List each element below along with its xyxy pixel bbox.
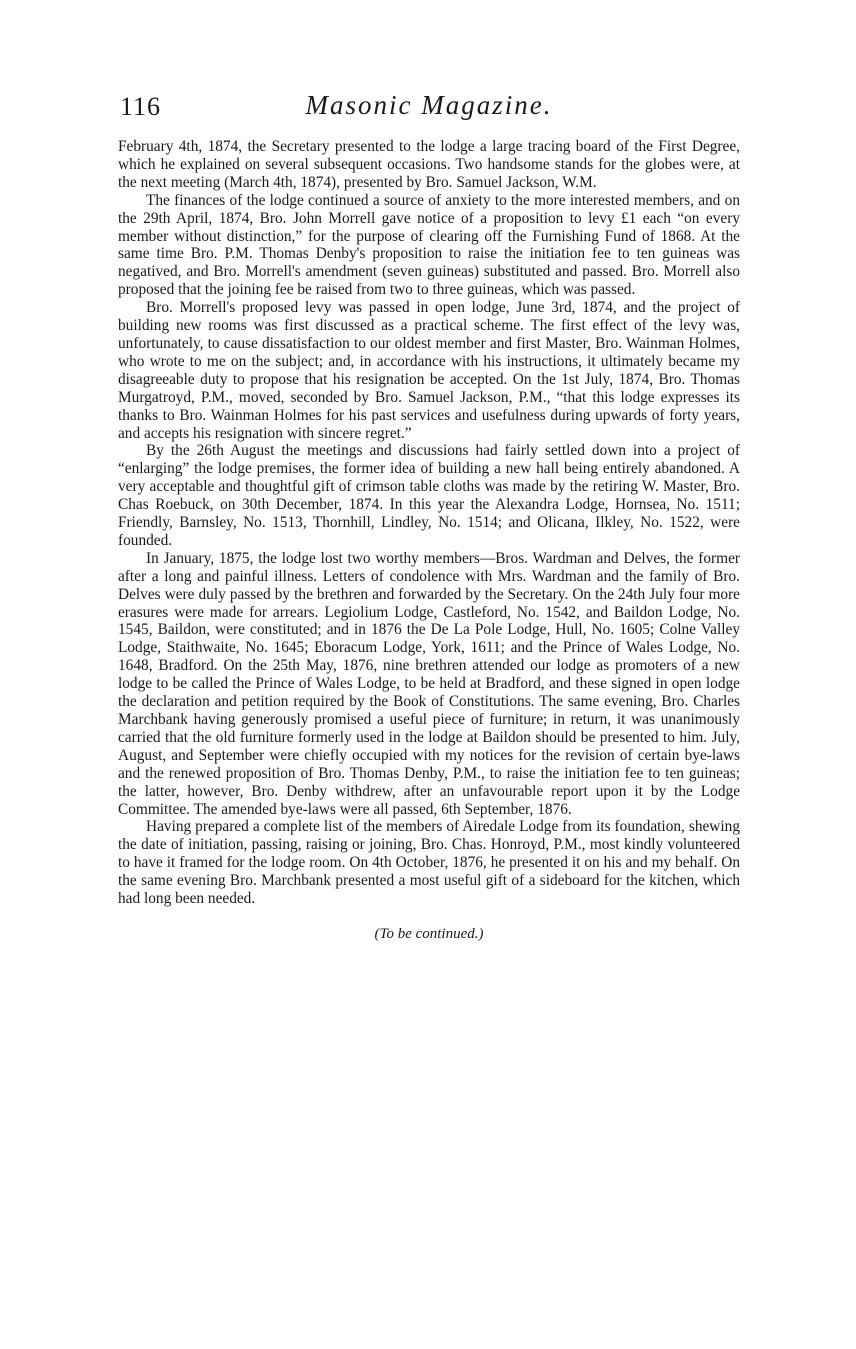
paragraph: The finances of the lodge continued a source of anxiety to the more interested members, and on the 29th April, 1874, Bro. John Morrell gave notice of a proposition to levy £1 each “on every member without distinction,” for the purpose of clearing off the Furnishing Fund of 1868. At the same time Bro. P.M. Thomas Denby's proposition to raise the initiation fee to ten guineas was negatived, and Bro. Morrell's amendment (seven guineas) substituted and passed. Bro. Morrell also proposed that the joining fee be raised from two to three guineas, which was passed. bbox=[118, 191, 740, 299]
paragraph: February 4th, 1874, the Secretary presented to the lodge a large tracing board of the First Degree, which he explained on several subsequent occasions. Two handsome stands for the globes were, at the next meeting (March 4th, 1874), presented by Bro. Samuel Jackson, W.M. bbox=[118, 138, 740, 191]
document-page bbox=[118, 88, 740, 943]
article-body bbox=[118, 138, 740, 908]
paragraph: Having prepared a complete list of the members of Airedale Lodge from its foundation, shewing the date of initiation, passing, raising or joining, Bro. Chas. Honroyd, P.M., most kindly volunteered to have it framed for the lodge room. On 4th October, 1876, he presented it on his and my behalf. On the same evening Bro. Marchbank presented a most useful gift of a sideboard for the kitchen, which had long been needed. bbox=[118, 818, 740, 908]
continued-note: (To be continued.) bbox=[374, 925, 484, 942]
page-number: 116 bbox=[120, 92, 162, 121]
page-header bbox=[118, 88, 740, 128]
paragraph: In January, 1875, the lodge lost two worthy members—Bros. Wardman and Delves, the former after a long and painful illness. Letters of condolence with Mrs. Wardman and the family of Bro. Delves were duly passed by the brethren and forwarded by the Secretary. On the 24th July four more erasures were made for arrears. Legiolium Lodge, Castleford, No. 1542, and Baildon Lodge, No. 1545, Baildon, were constituted; and in 1876 the De La Pole Lodge, Hull, No. 1605; Colne Valley Lodge, Staithwaite, No. 1645; Eboracum Lodge, York, 1611; and the Prince of Wales Lodge, No. 1648, Bradford. On the 25th May, 1876, nine brethren attended our lodge as promoters of a new lodge to be called the Prince of Wales Lodge, to be held at Bradford, and these signed in open lodge the declaration and petition required by the Book of Constitutions. The same evening, Bro. Charles Marchbank having generously promised a useful piece of furniture; in return, it was unanimously carried that the old furniture formerly used in the lodge at Baildon should be presented to him. July, August, and September were chiefly occupied with my notices for the revision of certain bye-laws and the renewed proposition of Bro. Thomas Denby, P.M., to raise the initiation fee to ten guineas; the latter, however, Bro. Denby withdrew, after an unfavourable report upon it by the Lodge Committee. The amended bye-laws were all passed, 6th September, 1876. bbox=[118, 549, 740, 818]
paragraph: Bro. Morrell's proposed levy was passed in open lodge, June 3rd, 1874, and the project of building new rooms was first discussed as a practical scheme. The first effect of the levy was, unfortunately, to cause dissatisfaction to our oldest member and first Master, Bro. Wainman Holmes, who wrote to me on the subject; and, in accordance with his instructions, it ultimately became my disagreeable duty to propose that his resignation be accepted. On the 1st July, 1874, Bro. Thomas Murgatroyd, P.M., moved, seconded by Bro. Samuel Jackson, P.M., “that this lodge expresses its thanks to Bro. Wainman Holmes for his past services and usefulness during upwards of forty years, and accepts his resignation with sincere regret.” bbox=[118, 299, 740, 442]
running-title: Masonic Magazine. bbox=[305, 90, 553, 120]
paragraph: By the 26th August the meetings and discussions had fairly settled down into a project of “enlarging” the lodge premises, the former idea of building a new hall being entirely abandoned. A very acceptable and thoughtful gift of crimson table cloths was made by the retiring W. Master, Bro. Chas Roebuck, on 30th December, 1874. In this year the Alexandra Lodge, Hornsea, No. 1511; Friendly, Barnsley, No. 1513, Thornhill, Lindley, No. 1514; and Olicana, Ilkley, No. 1522, were founded. bbox=[118, 442, 740, 549]
